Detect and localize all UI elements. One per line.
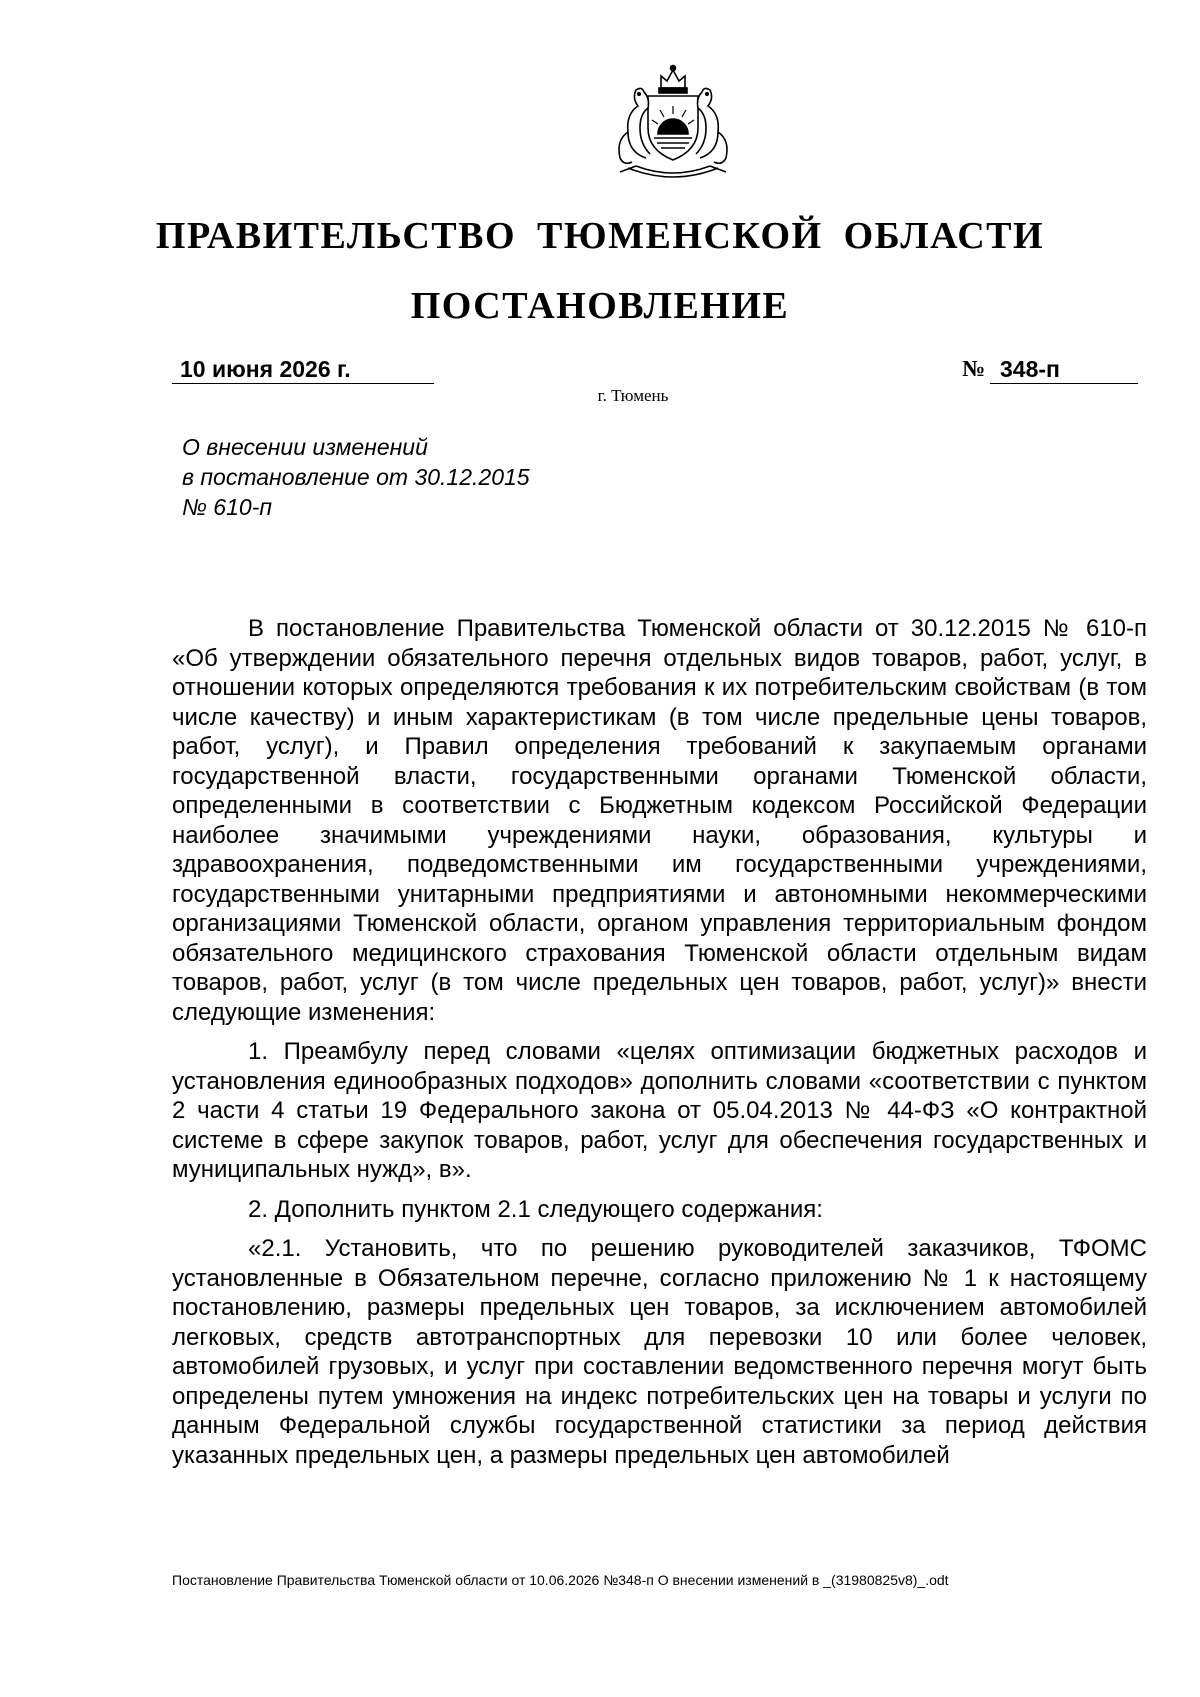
body-paragraph: В постановление Правительства Тюменской области от 30.12.2015 № 610-п «Об утверждении обязательного перечня отдельных видов товаров, работ, услуг, в отношении которых определяются требования к их потребительским свойствам (в том числе качеству) и иным характеристикам (в том числе предельные цены товаров, работ, услуг), и Правил определения требований к закупаемым органами государственной власти, государственными органами Тюменской области, определенными в соответствии с Бюджетным кодексом Российской Федерации наиболее значимыми учреждениями науки, образования, культуры и здравоохранения, подведомственными им государственными учреждениями, государственными унитарными предприятиями и автономными некоммерческими организациями Тюменской области, органом управления территориальным фондом обязательного медицинского страхования Тюменской области отдельным видам товаров, работ, услуг (в том числе предельных цен товаров, работ, услуг)» внести следующие изменения:	[172, 615, 1147, 1026]
number-sign: №	[962, 356, 986, 381]
document-type: ПОСТАНОВЛЕНИЕ	[410, 285, 790, 327]
city-label: г. Тюмень	[597, 386, 669, 405]
subject-line: № 610-п	[182, 494, 272, 520]
number-field	[962, 356, 1138, 383]
document-number: 348-п	[1000, 356, 1060, 382]
body-paragraph: «2.1. Установить, что по решению руководителей заказчиков, ТФОМС установленные в Обязательном перечне, согласно приложению № 1 к настоящему постановлению, размеры предельных цен товаров, за исключением автомобилей легковых, средств автотранспортных для перевозки 10 или более человек, автомобилей грузовых, и услуг при составлении ведомственного перечня могут быть определены путем умножения на индекс потребительских цен на товары и услуги по данным Федеральной службы государственной статистики за период действия указанных предельных цен, а размеры предельных цен автомобилей	[172, 1235, 1147, 1469]
subject-line: О внесении изменений	[182, 434, 428, 460]
body-paragraph: 2. Дополнить пунктом 2.1 следующего содержания:	[248, 1195, 823, 1223]
date-field	[172, 356, 434, 384]
document-body	[172, 614, 1147, 1470]
government-title: ПРАВИТЕЛЬСТВО ТЮМЕНСКОЙ ОБЛАСТИ	[155, 215, 1045, 257]
number-underline	[990, 356, 1138, 384]
document-subject	[182, 432, 662, 522]
subject-line: в постановление от 30.12.2015	[182, 464, 530, 490]
document-date: 10 июня 2026 г.	[180, 356, 351, 382]
coat-of-arms-icon	[598, 62, 748, 188]
body-paragraph: 1. Преамбулу перед словами «целях оптимизации бюджетных расходов и установления единообразных подходов» дополнить словами «соответствии с пунктом 2 части 4 статьи 19 Федерального закона от 05.04.2013 № 44-ФЗ «О контрактной системе в сфере закупок товаров, работ, услуг для обеспечения государственных и муниципальных нужд», в».	[172, 1038, 1147, 1183]
page-footer: Постановление Правительства Тюменской области от 10.06.2026 №348-п О внесении изменений в _(31980825v8)_.odt	[172, 1572, 949, 1588]
